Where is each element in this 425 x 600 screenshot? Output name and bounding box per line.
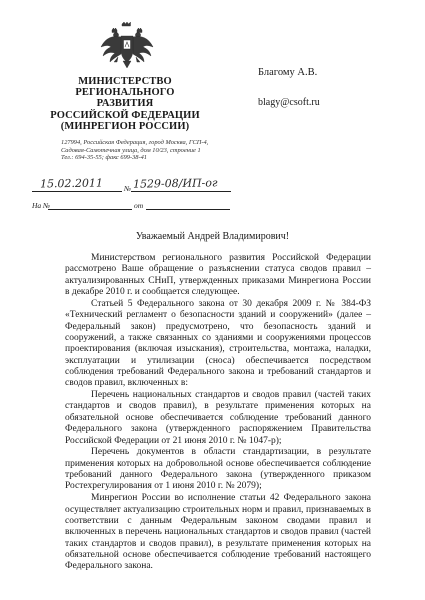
ministry-address (61, 139, 231, 162)
ministry-line-2: РЕГИОНАЛЬНОГО РАЗВИТИЯ (75, 87, 175, 110)
address-line-3: Тел.: 694-35-55; факс 699-38-41 (61, 154, 147, 162)
reference-from-underline (146, 209, 230, 210)
ministry-line-1: МИНИСТЕРСТВО (78, 76, 172, 87)
letter-body (65, 253, 371, 573)
coat-of-arms-icon (97, 21, 157, 69)
recipient-name: Благому А.В. (258, 67, 318, 78)
recipient-email: blagy@csoft.ru (258, 97, 320, 108)
ministry-line-4: (МИНРЕГИОН РОССИИ) (60, 120, 190, 132)
registration-date: 15.02.2011 (39, 176, 104, 191)
ministry-line-3: РОССИЙСКОЙ ФЕДЕРАЦИИ (50, 109, 200, 121)
salutation: Уважаемый Андрей Владимирович! (135, 231, 290, 242)
paragraph: Перечень национальных стандартов и сводов правил (частей таких стандартов и сводов правил), в результате применения которых на обязательной основе обеспечивается соблюдение требований данного Федерального закона (утвержденного распоряжением Правительства Российской Федерации от 21 июня 2010 г. № 1047-р); (65, 390, 371, 446)
number-underline (131, 191, 231, 192)
address-line-1: 127994, Российская Федерация, город Москва, ГСП-4, (61, 139, 209, 146)
paragraph: Статьей 5 Федерального закона от 30 декабря 2009 г. № 384-ФЗ «Технический регламент о безопасности зданий и сооружений» (далее – Федеральный закон) предусмотрено, что безопасность зданий и сооружений, а также связанных со зданиями и сооружениями процессов проектирования (включая изыскания), строительства, монтажа, наладки, эксплуатации и утилизации (сноса) обеспечивается посредством соблюдения требований Федерального закона и требований стандартов и сводов правил, включенных в: (65, 298, 371, 389)
paragraph: Министерством регионального развития Российской Федерации рассмотрено Ваше обращение о разъяснении статуса сводов правил – актуализированных СНиП, утвержденных приказами Минрегиона России в декабре 2010 г. и сообщается следующее. (65, 253, 371, 298)
date-underline (32, 191, 122, 192)
reference-label: На № (32, 201, 51, 210)
registration-number: 1529-08/ИП-ог (132, 176, 218, 191)
paragraph: Перечень документов в области стандартизации, в результате применения которых на добровольной основе обеспечивается соблюдение требований данного Федерального закона (утвержденного приказом Ростехрегулирования от 1 июня 2010 г. № 2079); (65, 447, 371, 492)
reference-underline (48, 209, 132, 210)
address-line-2: Садовая-Самотечная улица, дом 10/23, строение 1 (61, 146, 201, 154)
paragraph: Минрегион России во исполнение статьи 42 Федерального закона осуществляет актуализацию строительных норм и правил, признаваемых в соответствии с данным Федеральным законом сводами правил и включенных в перечень национальных стандартов и сводов правил (частей таких стандартов и сводов правил), в результате применения которых на обязательной основе обеспечивается соблюдение требований настоящего Федерального закона. (65, 493, 371, 572)
number-label: № (124, 184, 132, 193)
ministry-name (50, 76, 200, 132)
reference-from-label: от (134, 201, 144, 210)
